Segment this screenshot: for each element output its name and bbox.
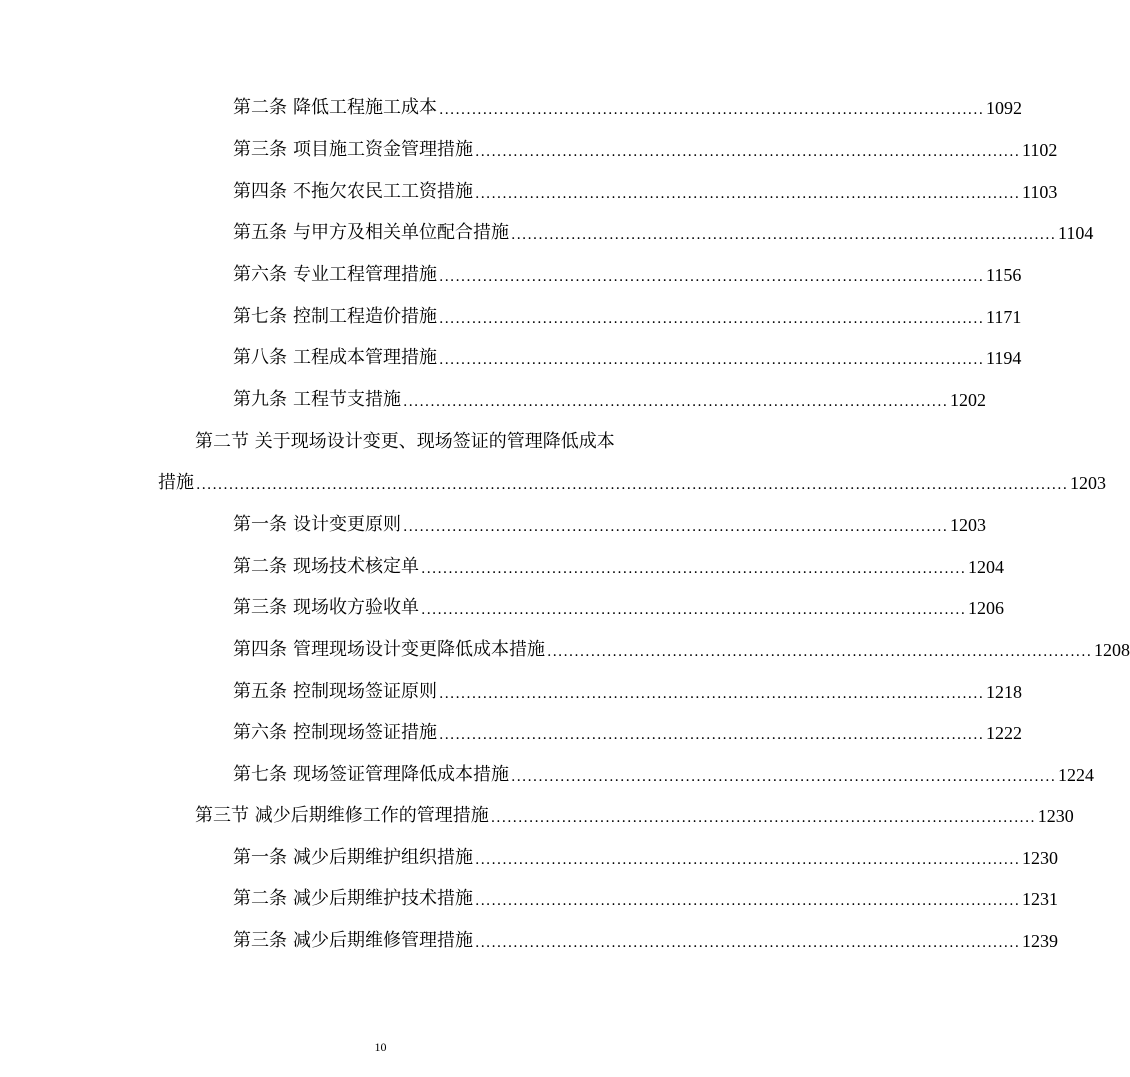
dot-leader: .................................................................................................... xyxy=(511,769,1057,785)
entry-number: 第三条 xyxy=(233,139,287,160)
entry-number: 第二条 xyxy=(233,556,287,577)
toc-entry[interactable] xyxy=(233,514,987,536)
entry-number: 第五条 xyxy=(233,681,287,702)
entry-title: 工程节支措施 xyxy=(293,389,401,410)
entry-title: 管理现场设计变更降低成本措施 xyxy=(293,639,545,660)
dot-leader: ................................................................................................................................................................ xyxy=(196,477,1069,493)
dot-leader: .................................................................................................... xyxy=(439,102,985,118)
entry-title: 减少后期维护组织措施 xyxy=(293,847,473,868)
entry-number: 第四条 xyxy=(233,181,287,202)
dot-leader: .................................................................................................... xyxy=(475,852,1021,868)
entry-page: 1239 xyxy=(1022,931,1059,951)
dot-leader: .................................................................................................... xyxy=(403,394,949,410)
entry-title: 减少后期维护技术措施 xyxy=(293,888,473,909)
entry-number: 第六条 xyxy=(233,264,287,285)
entry-number: 第二条 xyxy=(233,97,287,118)
entry-number: 第七条 xyxy=(233,764,287,785)
entry-page: 1218 xyxy=(986,682,1023,702)
entry-title: 控制工程造价措施 xyxy=(293,306,437,327)
dot-leader: .................................................................................................... xyxy=(439,311,985,327)
dot-leader: .................................................................................................... xyxy=(439,352,985,368)
section-heading-continuation[interactable] xyxy=(158,472,1107,494)
entry-page: 1104 xyxy=(1058,223,1094,243)
dot-leader: .................................................................................................... xyxy=(421,602,967,618)
entry-title: 现场签证管理降低成本措施 xyxy=(293,764,509,785)
toc-entry[interactable] xyxy=(233,222,1094,244)
entry-page: 1224 xyxy=(1058,765,1095,785)
toc-entry[interactable] xyxy=(233,930,1059,952)
toc-entry[interactable] xyxy=(233,597,1005,619)
entry-number: 第三条 xyxy=(233,597,287,618)
dot-leader: .................................................................................................... xyxy=(547,644,1093,660)
entry-number: 第九条 xyxy=(233,389,287,410)
entry-title: 减少后期维修管理措施 xyxy=(293,930,473,951)
toc-entry[interactable] xyxy=(233,264,1022,286)
entry-page: 1208 xyxy=(1094,640,1130,660)
section-page: 1230 xyxy=(1037,806,1074,826)
entry-number: 第二条 xyxy=(233,888,287,909)
page-number-footer: 10 xyxy=(374,1040,387,1054)
entry-page: 1230 xyxy=(1022,848,1059,868)
toc-entry[interactable] xyxy=(233,764,1095,786)
entry-page: 1202 xyxy=(950,390,987,410)
dot-leader: .................................................................................................... xyxy=(439,686,985,702)
toc-entry[interactable] xyxy=(233,306,1022,328)
toc-entry[interactable] xyxy=(233,847,1059,869)
entry-title: 项目施工资金管理措施 xyxy=(293,139,473,160)
entry-page: 1103 xyxy=(1022,182,1058,202)
entry-page: 1156 xyxy=(986,265,1022,285)
entry-page: 1222 xyxy=(986,723,1023,743)
entry-number: 第六条 xyxy=(233,722,287,743)
entry-page: 1231 xyxy=(1022,889,1059,909)
entry-page: 1092 xyxy=(986,98,1023,118)
entry-number: 第三条 xyxy=(233,930,287,951)
entry-page: 1171 xyxy=(986,307,1022,327)
toc-entry[interactable] xyxy=(233,139,1058,161)
entry-title: 降低工程施工成本 xyxy=(293,97,437,118)
toc-entry[interactable] xyxy=(233,97,1023,119)
section-title: 第三节 减少后期维修工作的管理措施 xyxy=(195,805,489,826)
entry-page: 1203 xyxy=(950,515,987,535)
entry-number: 第七条 xyxy=(233,306,287,327)
toc-entry[interactable] xyxy=(233,389,987,411)
entry-number: 第一条 xyxy=(233,847,287,868)
section-page: 1203 xyxy=(1070,473,1107,493)
dot-leader: .................................................................................................... xyxy=(475,935,1021,951)
entry-title: 控制现场签证措施 xyxy=(293,722,437,743)
entry-title: 设计变更原则 xyxy=(293,514,401,535)
entry-page: 1206 xyxy=(968,598,1005,618)
entry-title: 现场收方验收单 xyxy=(293,597,419,618)
entry-title: 专业工程管理措施 xyxy=(293,264,437,285)
dot-leader: .................................................................................................... xyxy=(439,269,985,285)
entry-number: 第四条 xyxy=(233,639,287,660)
dot-leader: .................................................................................................... xyxy=(421,561,967,577)
dot-leader: .................................................................................................... xyxy=(490,810,1036,826)
dot-leader: .................................................................................................... xyxy=(439,727,985,743)
dot-leader: .................................................................................................... xyxy=(475,144,1021,160)
toc-entry[interactable] xyxy=(233,181,1058,203)
dot-leader: .................................................................................................... xyxy=(475,186,1021,202)
toc-entry[interactable] xyxy=(233,722,1023,744)
toc-entry[interactable] xyxy=(233,681,1023,703)
entry-title: 与甲方及相关单位配合措施 xyxy=(293,222,509,243)
section-heading[interactable] xyxy=(195,805,1074,827)
entry-number: 第一条 xyxy=(233,514,287,535)
entry-title: 控制现场签证原则 xyxy=(293,681,437,702)
entry-title: 现场技术核定单 xyxy=(293,556,419,577)
entry-page: 1204 xyxy=(968,557,1005,577)
dot-leader: .................................................................................................... xyxy=(511,227,1057,243)
entry-page: 1102 xyxy=(1022,140,1058,160)
entry-title: 不拖欠农民工工资措施 xyxy=(293,181,473,202)
toc-entry[interactable] xyxy=(233,888,1059,910)
dot-leader: .................................................................................................... xyxy=(403,519,949,535)
toc-entry[interactable] xyxy=(233,347,1022,369)
section-heading[interactable]: 第二节 关于现场设计变更、现场签证的管理降低成本 xyxy=(195,431,615,452)
toc-entry[interactable] xyxy=(233,556,1005,578)
dot-leader: .................................................................................................... xyxy=(475,893,1021,909)
entry-number: 第八条 xyxy=(233,347,287,368)
toc-entry[interactable] xyxy=(233,639,1130,661)
entry-number: 第五条 xyxy=(233,222,287,243)
entry-title: 工程成本管理措施 xyxy=(293,347,437,368)
entry-page: 1194 xyxy=(986,348,1022,368)
section-heading-tail: 措施 xyxy=(158,472,194,493)
